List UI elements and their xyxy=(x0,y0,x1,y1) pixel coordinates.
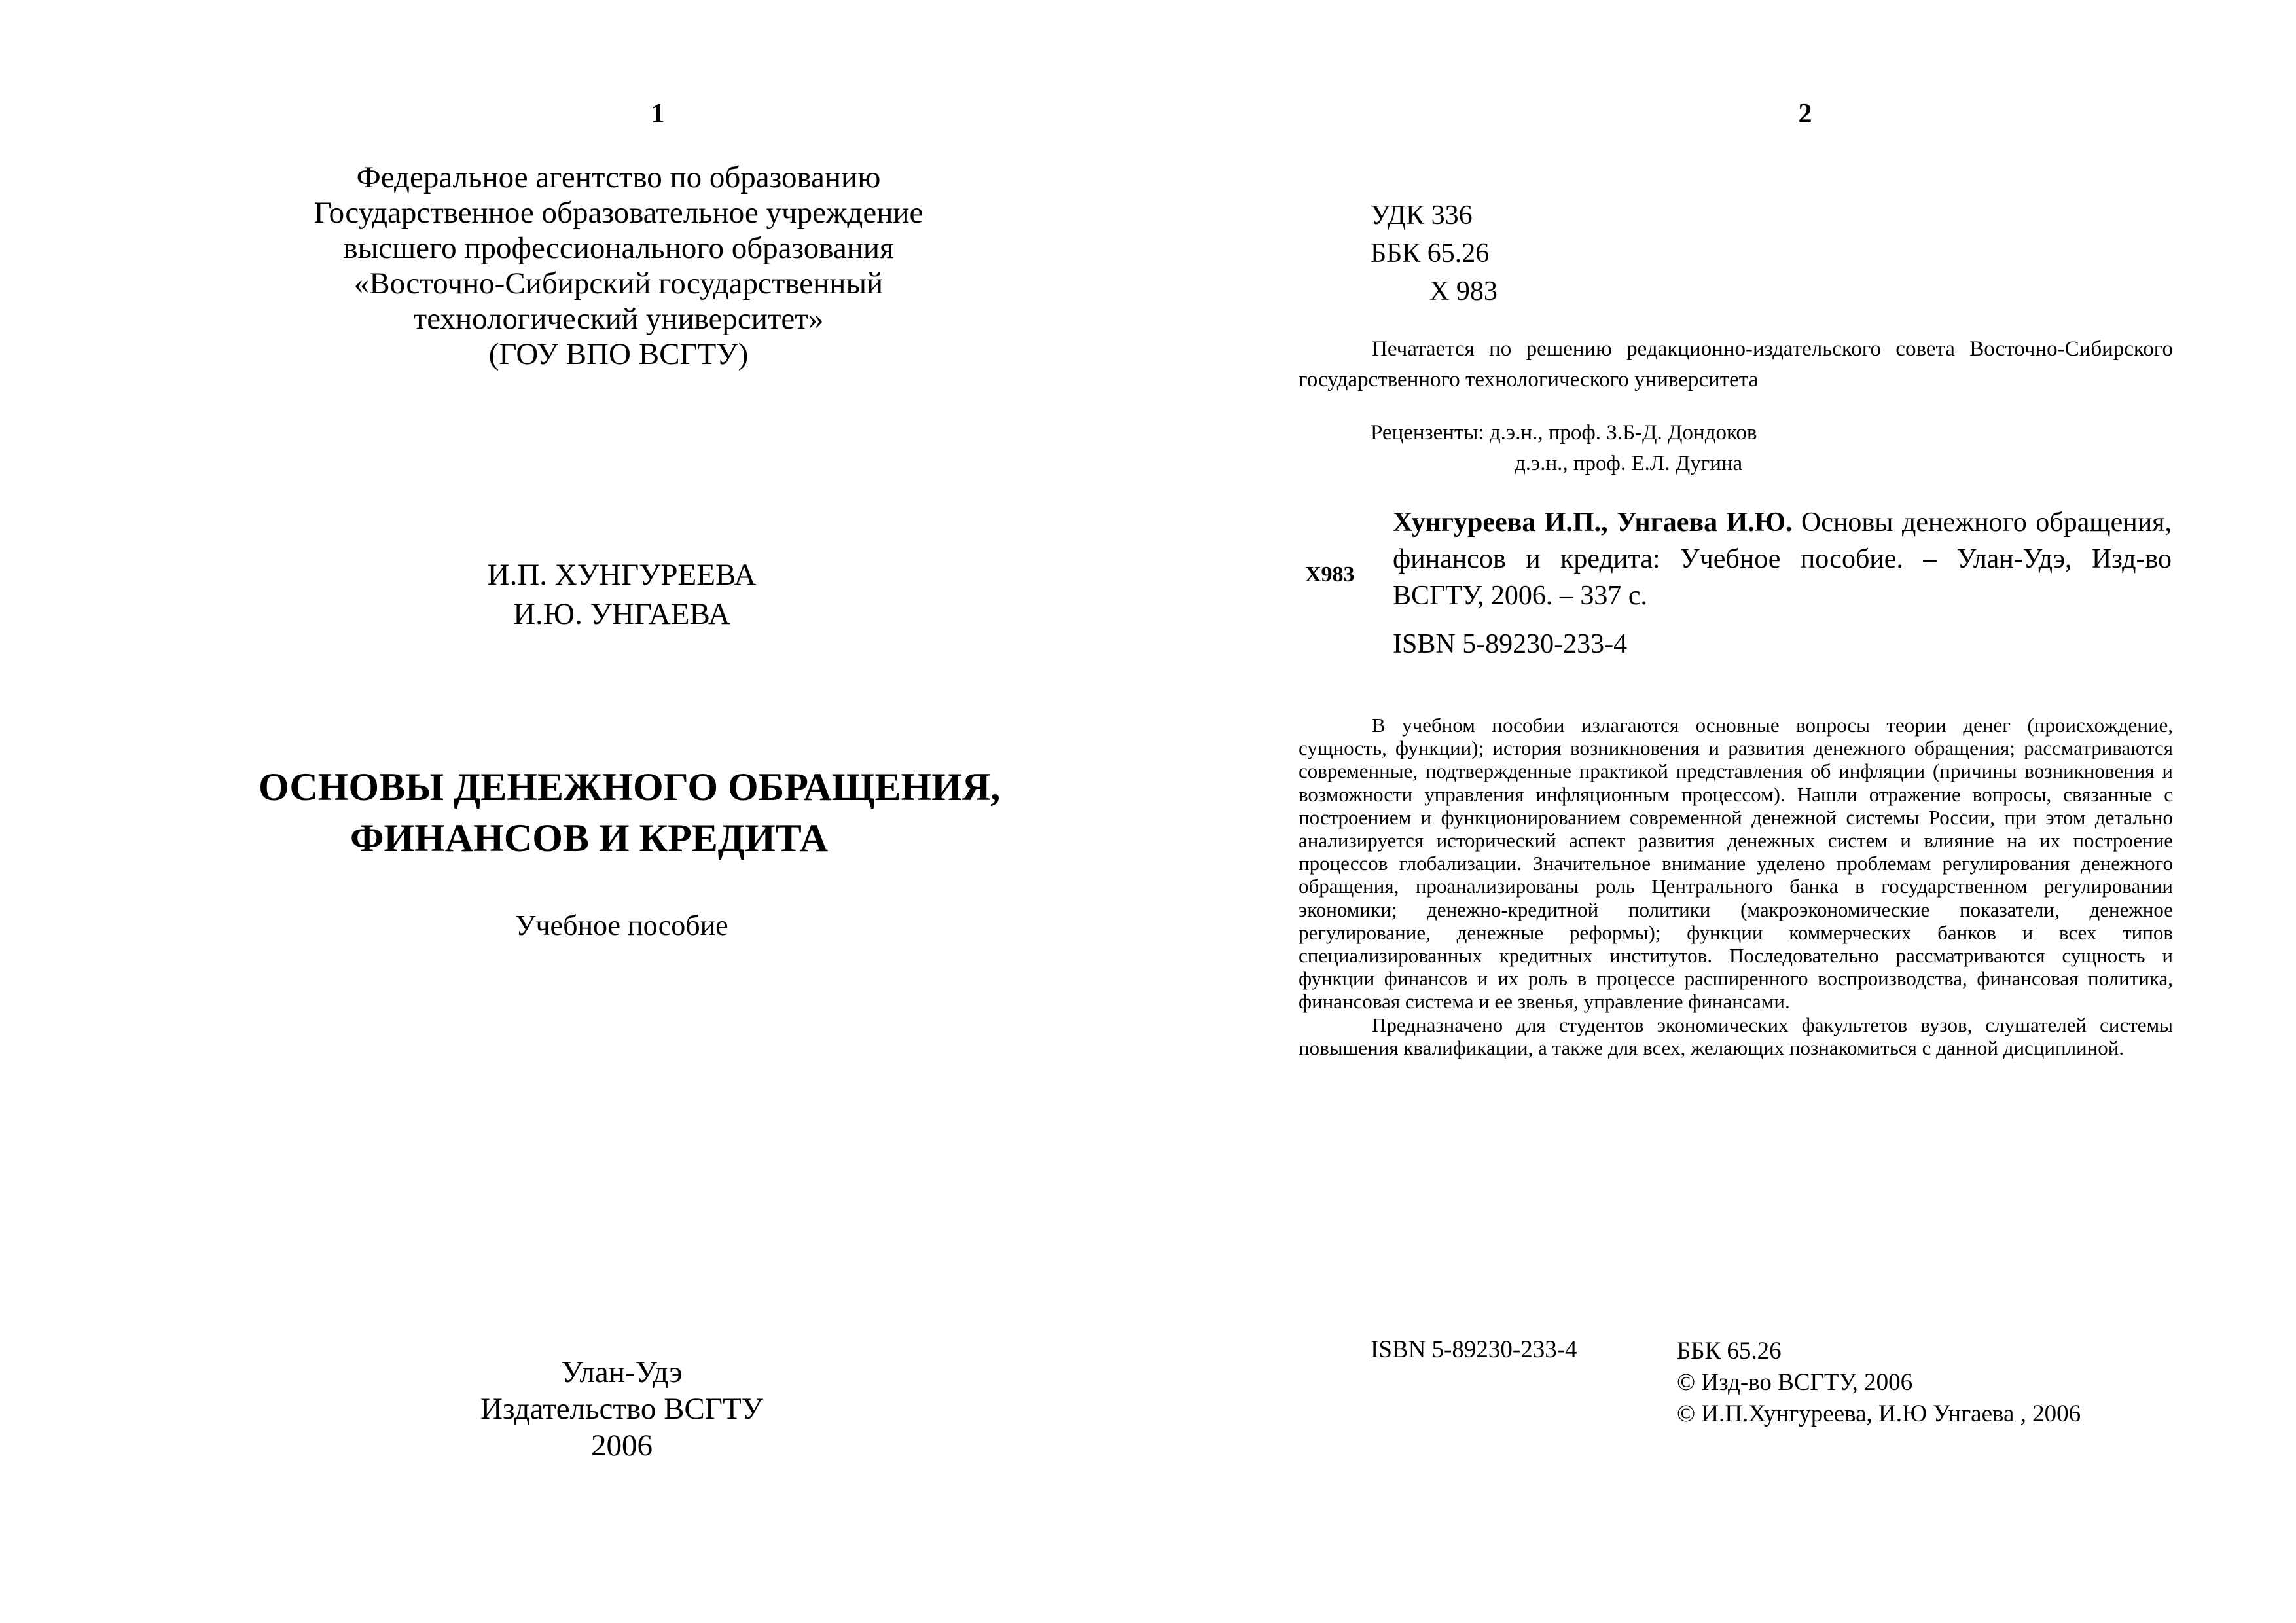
institution-line: Государственное образовательное учреждение xyxy=(314,196,924,230)
authors-block xyxy=(327,555,916,634)
imprint-year: 2006 xyxy=(591,1429,653,1463)
council-note: Печатается по решению редакционно-издательского совета Восточно-Сибирского государственного технологического университета xyxy=(1299,337,2173,392)
isbn: ISBN 5-89230-233-4 xyxy=(1393,629,1628,659)
copyright-authors: © И.П.Хунгуреева, И.Ю Унгаева , 2006 xyxy=(1677,1400,2081,1427)
author-name: И.П. ХУНГУРЕЕВА xyxy=(487,558,757,592)
book-type: Учебное пособие xyxy=(515,909,728,941)
footer-isbn: ISBN 5-89230-233-4 xyxy=(1371,1336,1577,1363)
reviewer-line: д.э.н., проф. Е.Л. Дугина xyxy=(1515,452,1743,475)
author-mark: Х 983 xyxy=(1429,276,1498,306)
copyright-publisher: © Изд-во ВСГТУ, 2006 xyxy=(1677,1369,1913,1396)
institution-block xyxy=(229,160,1008,372)
bibliography-description: Основы денежного обращения, финансов и кредита: Учебное пособие. – Улан-Удэ, Изд-во ВСГТУ, 2006. – 337 с. xyxy=(1393,507,2172,611)
institution-line: технологический университет» xyxy=(413,302,824,336)
imprint-publisher: Издательство ВСГТУ xyxy=(480,1392,763,1426)
reviewer-line: Рецензенты: д.э.н., проф. З.Б-Д. Дондоков xyxy=(1371,421,1757,445)
institution-line: «Восточно-Сибирский государственный xyxy=(353,266,884,301)
udk-code: УДК 336 xyxy=(1371,200,1473,230)
footer-copyright-block xyxy=(1677,1336,2081,1430)
bibliography-authors: Хунгуреева И.П., Унгаева И.Ю. xyxy=(1393,507,1793,538)
right-page xyxy=(1148,0,2296,1623)
page-number: 2 xyxy=(1798,99,1812,129)
classification-block xyxy=(1371,196,1498,310)
bbk-code: ББК 65.26 xyxy=(1371,238,1490,268)
annotation-paragraph: Предназначено для студентов экономических факультетов вузов, слушателей системы повышения квалификации, а также для всех, желающих познакомиться с данной дисциплиной. xyxy=(1299,1013,2173,1059)
imprint-city: Улан-Удэ xyxy=(561,1355,683,1389)
footer-bbk: ББК 65.26 xyxy=(1677,1338,1782,1364)
bibliography-code: Х983 xyxy=(1305,562,1355,587)
author-name: И.Ю. УНГАЕВА xyxy=(513,597,730,631)
book-title-line: ОСНОВЫ ДЕНЕЖНОГО ОБРАЩЕНИЯ, xyxy=(259,765,1001,809)
institution-abbreviation: (ГОУ ВПО ВСГТУ) xyxy=(488,337,749,371)
book-title-line: ФИНАНСОВ И КРЕДИТА xyxy=(350,816,829,860)
page-number: 1 xyxy=(651,99,665,129)
reviewers-block xyxy=(1371,418,1757,479)
book-title xyxy=(196,761,1047,864)
bibliography-entry xyxy=(1393,504,2172,614)
institution-line: Федеральное агентство по образованию xyxy=(356,160,881,194)
imprint-block xyxy=(327,1354,916,1464)
annotation xyxy=(1299,714,2173,1059)
annotation-paragraph: В учебном пособии излагаются основные вопросы теории денег (происхождение, сущность, функции); история возникновения и развития денежного обращения; рассматриваются современные, подтвержденные практикой представления об инфляции (причины возникновения и возможности управления инфляционным процессом). Нашли отражение вопросы, связанные с построением и функционированием современной денежной системы России, при этом детально анализируется исторический аспект развития денежных систем и влияние на их построение процессов глобализации. Значительное внимание уделено проблемам регулирования денежного обращения, проанализированы роль Центрального банка в государственном регулировании экономики; денежно-кредитной политики (макроэкономические показатели, денежное регулирование, денежные реформы); функции коммерческих банков и всех типов специализированных кредитных институтов. Последовательно рассматриваются сущность и функции финансов и их роль в процессе расширенного воспроизводства, финансовая политика, финансовая система и ее звенья, управление финансами. xyxy=(1299,714,2173,1013)
institution-line: высшего профессионального образования xyxy=(343,231,894,265)
